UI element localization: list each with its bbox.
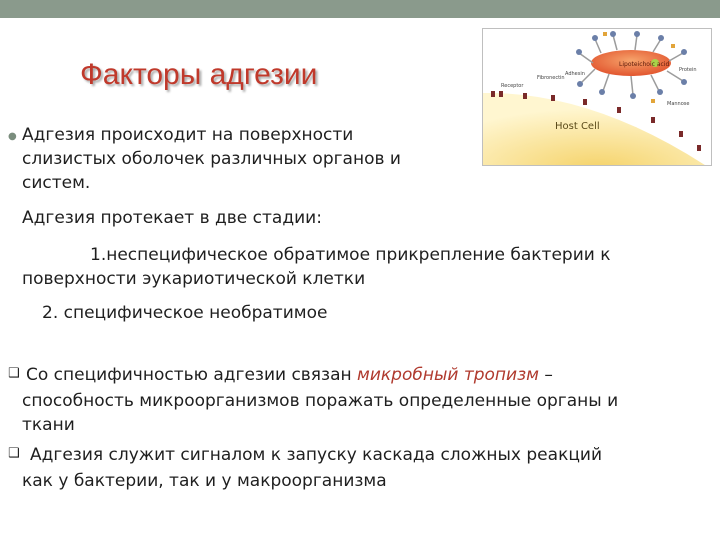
diagram-label: Protein — [679, 67, 697, 73]
adhesion-diagram — [482, 28, 712, 166]
bullet2-line1 — [26, 364, 553, 386]
stage1-line1: 1.неспецифическое обратимое прикрепление бактерии к — [90, 245, 611, 265]
bullet1-line3: систем. — [22, 173, 91, 193]
bullet2-tail: – — [538, 365, 553, 385]
bullet2-line2: способность микроорганизмов поражать определенные органы и — [22, 391, 619, 411]
bullet-dot-icon: ● — [8, 131, 17, 142]
stages-intro: Адгезия протекает в две стадии: — [22, 208, 322, 228]
bullet3-line2: как у бактерии, так и у макроорганизма — [22, 471, 387, 491]
top-bar — [0, 0, 720, 18]
bacterium-label: Lipoteichoic acid — [619, 61, 670, 68]
adhesion-illustration — [483, 29, 711, 165]
stage2-text: 2. специфическое необратимое — [42, 303, 328, 323]
bullet2-lead: Со специфичностью адгезии связан — [26, 365, 358, 385]
square-bullet-icon: ❑ — [8, 446, 20, 461]
host-cell-label: Host Cell — [555, 121, 600, 132]
diagram-label: Adhesin — [565, 71, 585, 77]
diagram-label: Fibronectin — [537, 75, 565, 81]
tropism-term: микробный тропизм — [357, 365, 539, 385]
diagram-label: Mannose — [667, 101, 690, 107]
bullet2-line3: ткани — [22, 415, 75, 435]
stage1-line2: поверхности эукариотической клетки — [22, 269, 366, 289]
bullet3-line1: Адгезия служит сигналом к запуску каскада сложных реакций — [30, 445, 602, 465]
diagram-label: Receptor — [501, 83, 524, 89]
bullet1-line1: Адгезия происходит на поверхности — [22, 125, 354, 145]
bullet1-line2: слизистых оболочек различных органов и — [22, 149, 401, 169]
square-bullet-icon: ❑ — [8, 366, 20, 381]
slide-title: Факторы адгезии — [80, 58, 318, 91]
